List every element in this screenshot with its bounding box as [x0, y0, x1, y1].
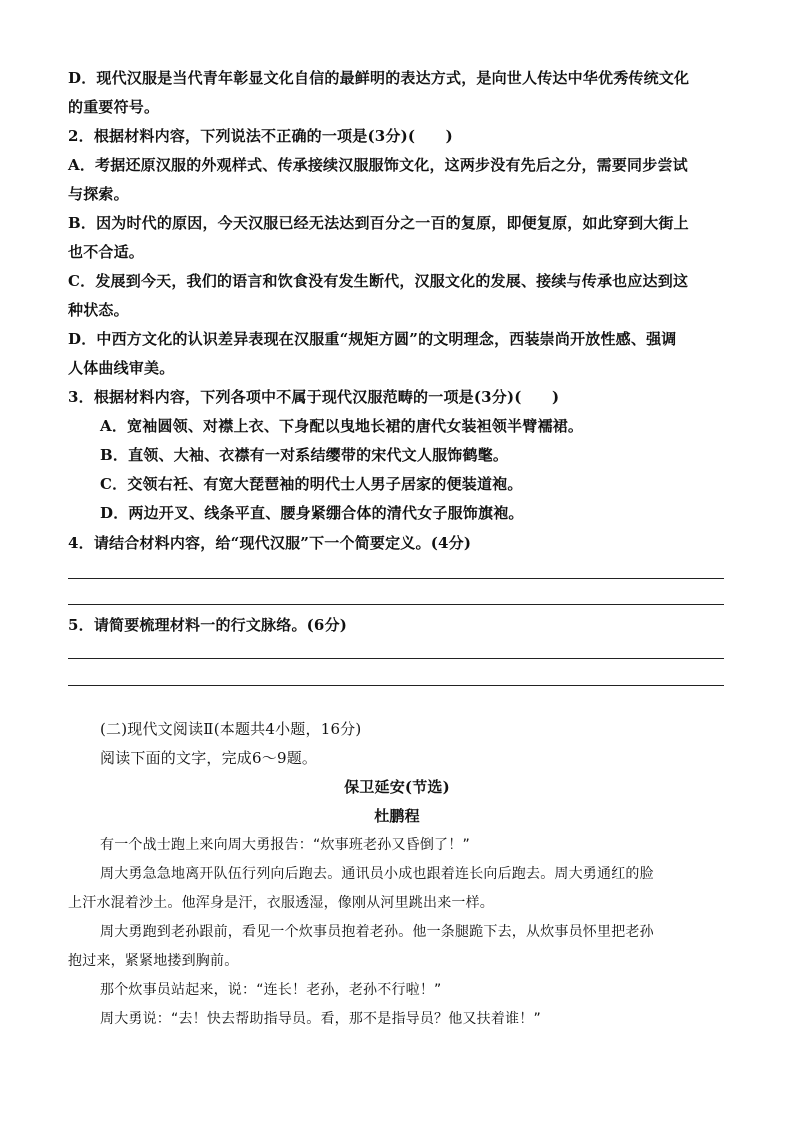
q2-option-d-line1: D．中西方文化的认识差异表现在汉服重“规矩方圆”的文明理念，西装崇尚开放性感、强调 [68, 330, 677, 348]
q3-option-c: C．交领右衽、有宽大琵琶袖的明代士人男子居家的便装道袍。 [100, 475, 523, 493]
q2-option-a-line2: 与探索。 [68, 185, 129, 203]
q5-answer-line-2[interactable] [68, 685, 724, 686]
passage-paragraph-5: 周大勇说：“去！快去帮助指导员。看，那不是指导员？他又扶着谁！” [100, 1011, 541, 1027]
passage-paragraph-3-line1: 周大勇跑到老孙跟前，看见一个炊事员抱着老孙。他一条腿跪下去，从炊事员怀里把老孙 [100, 924, 654, 940]
q2-option-c-line1: C．发展到今天，我们的语言和饮食没有发生断代，汉服文化的发展、接续与传承也应达到这 [68, 272, 689, 290]
q4-answer-line-2[interactable] [68, 604, 724, 605]
passage-paragraph-4: 那个炊事员站起来，说：“连长！老孙，老孙不行啦！” [100, 982, 442, 998]
section2-heading: (二)现代文阅读Ⅱ(本题共4小题，16分) [100, 720, 362, 738]
q2-stem: 2．根据材料内容，下列说法不正确的一项是(3分)( ) [68, 127, 453, 145]
q3-stem: 3．根据材料内容，下列各项中不属于现代汉服范畴的一项是(3分)( ) [68, 388, 560, 406]
q2-option-d-line2: 人体曲线审美。 [68, 359, 175, 377]
q4-answer-line-1[interactable] [68, 578, 724, 579]
q1-option-d-line1: D．现代汉服是当代青年彰显文化自信的最鲜明的表达方式，是向世人传达中华优秀传统文化 [68, 69, 690, 87]
passage-paragraph-2-line2: 上汗水混着沙土。他浑身是汗，衣服透湿，像刚从河里跳出来一样。 [68, 895, 494, 911]
passage-paragraph-1: 有一个战士跑上来向周大勇报告：“炊事班老孙又昏倒了！” [100, 837, 470, 853]
passage-title: 保卫延安(节选) [344, 778, 450, 796]
q2-option-b-line2: 也不合适。 [68, 243, 145, 261]
section2-instruction: 阅读下面的文字，完成6～9题。 [100, 749, 318, 767]
passage-paragraph-3-line2: 抱过来，紧紧地搂到胸前。 [68, 953, 239, 969]
q3-option-d: D．两边开叉、线条平直、腰身紧绷合体的清代女子服饰旗袍。 [100, 504, 524, 522]
passage-author: 杜鹏程 [374, 807, 420, 825]
q4-stem: 4．请结合材料内容，给“现代汉服”下一个简要定义。(4分) [68, 534, 472, 552]
q5-stem: 5．请简要梳理材料一的行文脉络。(6分) [68, 616, 348, 634]
passage-paragraph-2-line1: 周大勇急急地离开队伍行列向后跑去。通讯员小成也跟着连长向后跑去。周大勇通红的脸 [100, 866, 654, 882]
q1-option-d-line2: 的重要符号。 [68, 98, 160, 116]
q2-option-c-line2: 种状态。 [68, 301, 129, 319]
q3-option-a: A．宽袖圆领、对襟上衣、下身配以曳地长裙的唐代女装袒领半臂襦裙。 [100, 417, 584, 435]
q2-option-a-line1: A．考据还原汉服的外观样式、传承接续汉服服饰文化，这两步没有先后之分，需要同步尝试 [68, 156, 688, 174]
q2-option-b-line1: B．因为时代的原因，今天汉服已经无法达到百分之一百的复原，即便复原，如此穿到大街上 [68, 214, 689, 232]
q3-option-b: B．直领、大袖、衣襟有一对系结缨带的宋代文人服饰鹤氅。 [100, 446, 509, 464]
q5-answer-line-1[interactable] [68, 658, 724, 659]
